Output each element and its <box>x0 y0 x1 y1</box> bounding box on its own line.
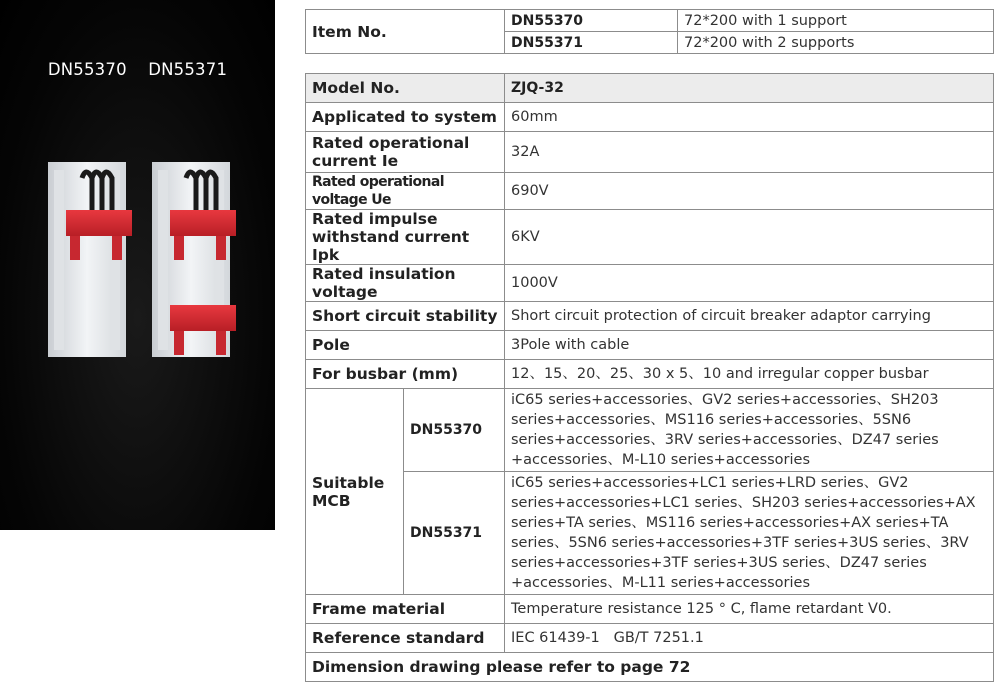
impulse-value: 6KV <box>505 210 994 265</box>
table-row <box>306 331 994 360</box>
product-label-dn55371: DN55371 <box>148 60 228 79</box>
insulation-label: Rated insulation voltage <box>306 265 505 302</box>
product-image-panel <box>0 0 275 530</box>
frame-material-label: Frame material <box>306 595 505 624</box>
product-labels <box>0 60 275 79</box>
item-code-dn55371: DN55371 <box>505 32 678 54</box>
pole-label: Pole <box>306 331 505 360</box>
table-row <box>306 653 994 682</box>
table-row <box>306 132 994 173</box>
insulation-value: 1000V <box>505 265 994 302</box>
voltage-label: Rated operational voltage Ue <box>306 173 505 210</box>
item-no-header: Item No. <box>306 10 505 54</box>
table-row <box>306 472 994 595</box>
item-code-dn55370: DN55370 <box>505 10 678 32</box>
adaptor-dn55370 <box>48 162 132 357</box>
mcb-text-dn55371: iC65 series+accessories+LC1 series+LRD series、GV2 series+accessories+LC1 series、SH203 series+accessories+AX series+TA series、MS116 series+accessories+AX series+TA series、5SN6 series+accessories+3TF series+3US series、3RV series+accessories+3TF series+3US series、DZ47 series +accessories、M-L11 series+accessories <box>505 472 994 595</box>
item-desc-dn55371: 72*200 with 2 supports <box>678 32 994 54</box>
busbar-adaptor-illustration <box>0 150 275 380</box>
table-row <box>306 103 994 132</box>
table-row <box>306 624 994 653</box>
model-no-label: Model No. <box>306 74 505 103</box>
table-row <box>306 173 994 210</box>
spec-table <box>305 73 994 682</box>
mcb-code-dn55371: DN55371 <box>404 472 505 595</box>
model-no-value: ZJQ-32 <box>505 74 994 103</box>
table-row <box>306 360 994 389</box>
table-row <box>306 265 994 302</box>
short-circuit-label: Short circuit stability <box>306 302 505 331</box>
busbar-label: For busbar (mm) <box>306 360 505 389</box>
short-circuit-value: Short circuit protection of circuit breaker adaptor carrying <box>505 302 994 331</box>
adaptor-dn55371 <box>152 162 236 357</box>
frame-material-value: Temperature resistance 125 ° C, flame retardant V0. <box>505 595 994 624</box>
applicated-label: Applicated to system <box>306 103 505 132</box>
current-value: 32A <box>505 132 994 173</box>
table-row <box>306 74 994 103</box>
pole-value: 3Pole with cable <box>505 331 994 360</box>
mcb-text-dn55370: iC65 series+accessories、GV2 series+accessories、SH203 series+accessories、MS116 series+accessories、5SN6 series+accessories、3RV series+accessories、DZ47 series +accessories、M-L10 series+accessories <box>505 389 994 472</box>
item-desc-dn55370: 72*200 with 1 support <box>678 10 994 32</box>
suitable-mcb-label: Suitable MCB <box>306 389 404 595</box>
reference-standard-value: IEC 61439-1 GB/T 7251.1 <box>505 624 994 653</box>
product-label-dn55370: DN55370 <box>47 60 127 79</box>
voltage-value: 690V <box>505 173 994 210</box>
reference-standard-label: Reference standard <box>306 624 505 653</box>
table-row <box>306 389 994 472</box>
table-row <box>306 302 994 331</box>
busbar-value: 12、15、20、25、30 x 5、10 and irregular copper busbar <box>505 360 994 389</box>
mcb-code-dn55370: DN55370 <box>404 389 505 472</box>
table-row <box>306 210 994 265</box>
table-row <box>306 10 994 32</box>
table-row <box>306 595 994 624</box>
impulse-label: Rated impulse withstand current Ipk <box>306 210 505 265</box>
item-number-table <box>305 9 994 54</box>
current-label: Rated operational current Ie <box>306 132 505 173</box>
dimension-note: Dimension drawing please refer to page 72 <box>306 653 994 682</box>
applicated-value: 60mm <box>505 103 994 132</box>
